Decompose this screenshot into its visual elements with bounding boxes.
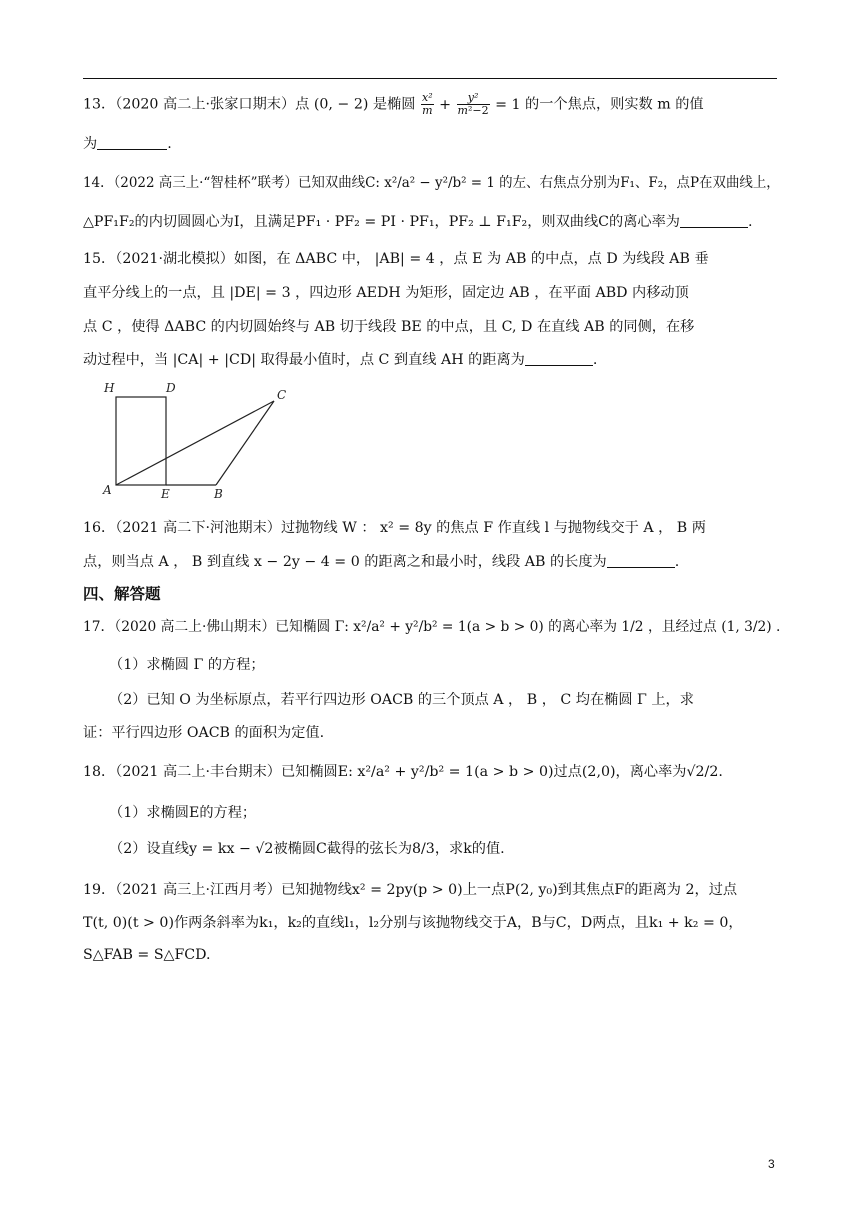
- q14-end: .: [747, 214, 753, 230]
- q19-text1: 已知抛物线x² = 2py(p > 0)上一点P(2, y₀)到其焦点F的距离为 2，过点: [280, 882, 738, 898]
- q19-line1: [83, 879, 737, 901]
- q14-text2: △PF₁F₂的内切圆圆心为I，且满足PF₁ · PF₂ = PI · PF₁，PF₂ ⊥ F₁F₂，则双曲线C的离心率为: [83, 214, 680, 230]
- header-rule: [83, 78, 777, 79]
- q16-source: （2021 高二下·河池期末）: [115, 520, 281, 536]
- q13-text-b: 的一个焦点，则实数 m 的值: [525, 96, 704, 113]
- q17-text1: 已知椭圆 Γ: x²/a² + y²/b² = 1(a > b > 0) 的离心率为 1/2 ，且经过点 (1, 3/2) .: [275, 619, 781, 635]
- q16-end: .: [674, 554, 680, 570]
- q15-answer-blank: [525, 351, 593, 366]
- label-E: E: [161, 487, 170, 501]
- q15-line3: [83, 316, 694, 338]
- q15-line1: [83, 248, 709, 270]
- segment-BC: [216, 401, 274, 485]
- q18-line1: [83, 761, 723, 783]
- page-number: 3: [768, 1157, 775, 1171]
- q16-line1: [83, 517, 706, 539]
- q13-line1: [83, 92, 704, 117]
- q17-part2: （2）已知 O 为坐标原点，若平行四边形 OACB 的三个顶点 A ， B ， C 均在椭圆 Γ 上，求: [109, 692, 694, 708]
- q19-source: （2021 高三上·江西月考）: [115, 882, 281, 898]
- q13-text-c: 为: [83, 136, 98, 152]
- q13-source: （2020 高二上·张家口期末）: [115, 96, 296, 113]
- q13-ellipse-equation: $\frac{\text{x²}}{m}$ + $\frac{\text{y²}}{\text{m²−2}}$ = 1: [421, 91, 526, 117]
- label-A: A: [103, 483, 112, 497]
- q16-number: 16．: [83, 520, 116, 536]
- q17-part1: （1）求椭圆 Γ 的方程；: [109, 657, 265, 673]
- q15-source: （2021·湖北模拟）: [115, 251, 234, 267]
- q17-source: （2020 高二上·佛山期末）: [114, 619, 276, 635]
- q19-line3: S△FAB = S△FCD.: [83, 947, 211, 963]
- q14-answer-blank: [680, 213, 748, 228]
- q17-number: 17．: [83, 619, 115, 635]
- q17-line1: [83, 616, 780, 638]
- segment-AC: [116, 401, 274, 485]
- q18-number: 18．: [83, 764, 116, 780]
- q13-number: 13．: [83, 96, 116, 113]
- q15-end: .: [592, 352, 598, 368]
- q18-part1: （1）求椭圆E的方程；: [109, 805, 257, 821]
- label-H: H: [104, 381, 115, 395]
- q18-part2: （2）设直线y = kx − √2被椭圆C截得的弦长为8/3，求k的值.: [109, 841, 505, 857]
- q14-text1: 已知双曲线C: x²/a² − y²/b² = 1 的左、右焦点分别为F₁、F₂，点P在双曲线上，: [297, 175, 780, 191]
- q16-answer-blank: [607, 553, 675, 568]
- q15-text4: 动过程中，当 |CA| + |CD| 取得最小值时，点 C 到直线 AH 的距离为: [83, 352, 525, 368]
- q17-part2-cont: 证：平行四边形 OACB 的面积为定值.: [83, 725, 325, 741]
- q13-text-a: 点 (0, − 2) 是椭圆: [295, 96, 416, 113]
- q14-source: （2022 高三上·“智桂杯”联考）: [113, 175, 298, 191]
- q19-line2: T(t, 0)(t > 0)作两条斜率为k₁，k₂的直线l₁，l₂分别与该抛物线交于A，B与C，D两点，且k₁ + k₂ = 0，: [83, 915, 743, 931]
- q15-line4: [83, 349, 597, 371]
- q13-line2: [83, 133, 172, 155]
- q15-text3: 点 C ，使得 ΔABC 的内切圆始终与 AB 切于线段 BE 的中点，且 C, D 在直线 AB 的同侧，在移: [83, 319, 695, 335]
- label-C: C: [277, 388, 287, 402]
- q14-number: 14．: [83, 175, 114, 191]
- q14-line1: [83, 172, 780, 194]
- q16-line2: [83, 551, 679, 573]
- label-D: D: [166, 381, 176, 395]
- q15-number: 15．: [83, 251, 116, 267]
- q19-number: 19．: [83, 882, 116, 898]
- q15-line2: [83, 282, 689, 304]
- q18-text1: 已知椭圆E: x²/a² + y²/b² = 1(a > b > 0)过点(2,0)，离心率为√2/2.: [280, 764, 723, 780]
- q13-answer-blank: [97, 135, 167, 150]
- q13-end: .: [167, 136, 172, 152]
- q15-geometry-figure: [100, 378, 300, 503]
- label-B: B: [214, 487, 223, 501]
- section-heading: 四、解答题: [83, 585, 161, 603]
- q15-text2: 直平分线上的一点，且 |DE| = 3 ，四边形 AEDH 为矩形，固定边 AB ，在平面 ABD 内移动顶: [83, 285, 689, 301]
- q16-text1: 过抛物线 W ： x² = 8y 的焦点 F 作直线 l 与抛物线交于 A ， B 两: [280, 520, 706, 536]
- q14-line2: [83, 211, 752, 233]
- q16-text2: 点，则当点 A ， B 到直线 x − 2y − 4 = 0 的距离之和最小时，线段 AB 的长度为: [83, 554, 607, 570]
- q18-source: （2021 高二上·丰台期末）: [115, 764, 281, 780]
- q15-text1: 如图，在 ΔABC 中， |AB| = 4 ，点 E 为 AB 的中点，点 D 为线段 AB 垂: [233, 251, 709, 267]
